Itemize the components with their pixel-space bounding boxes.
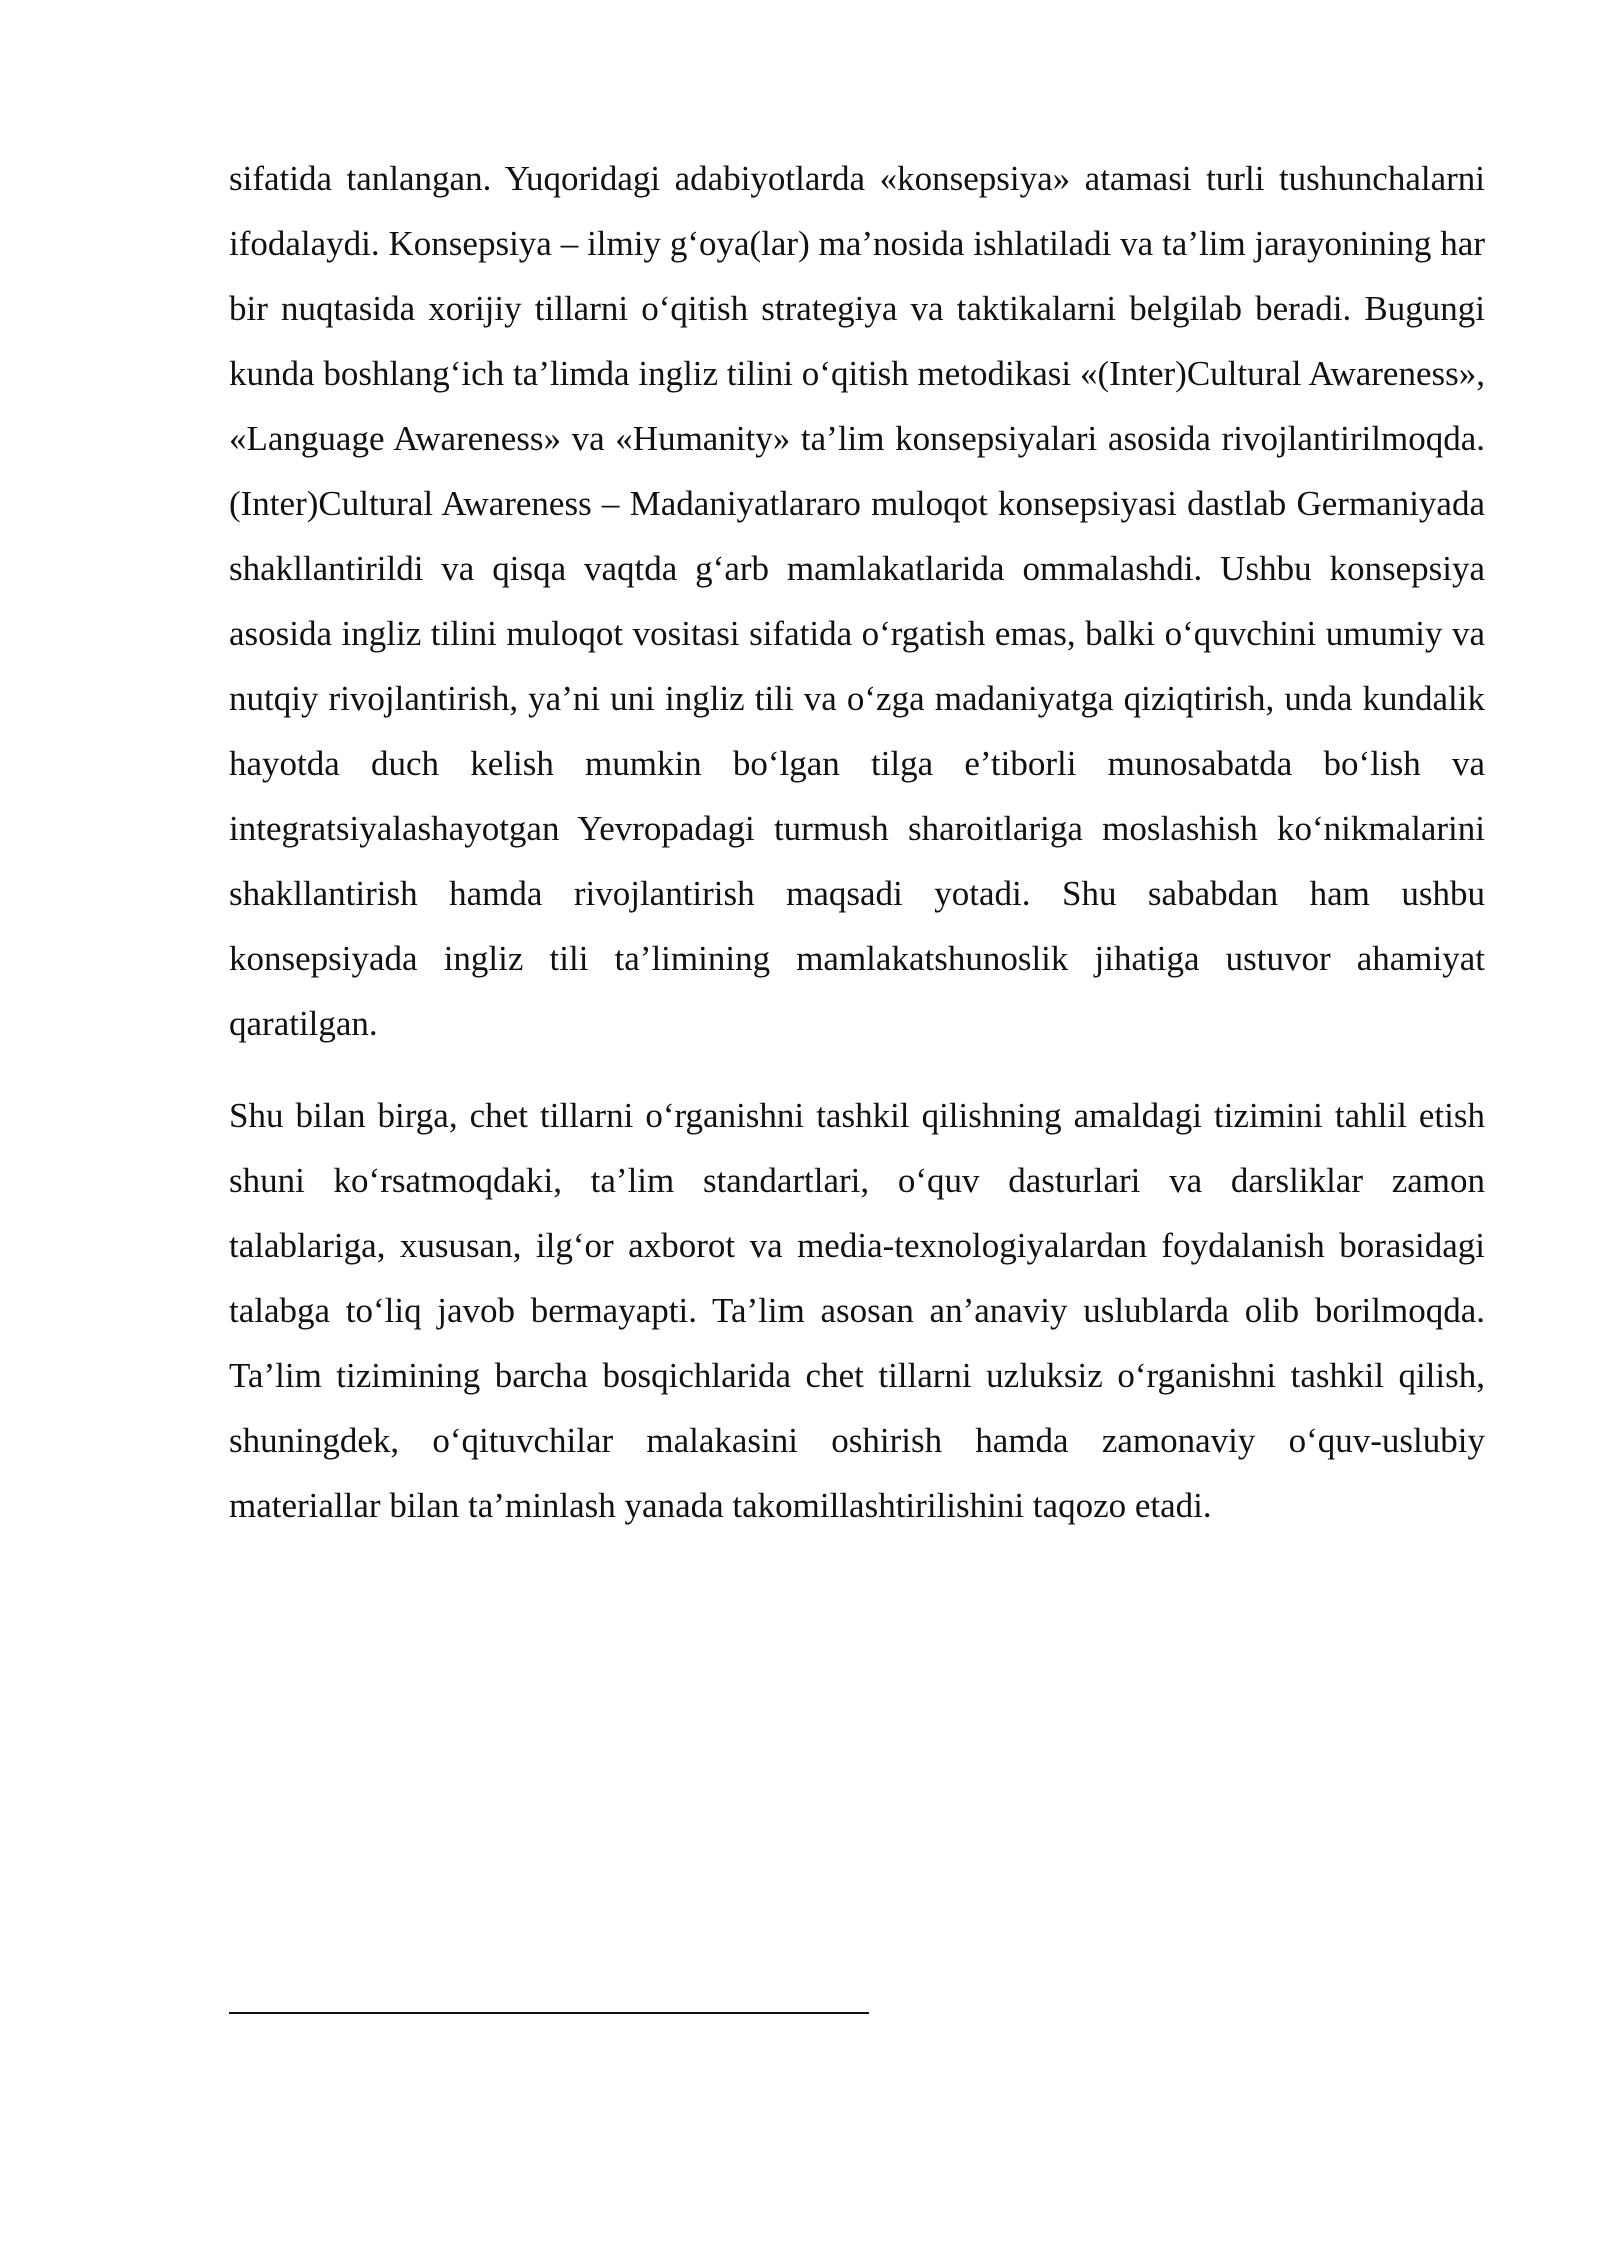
body-text (229, 146, 1485, 1538)
footnote-separator (229, 2012, 869, 2014)
paragraph-2: Shu bilan birga, chet tillarni o‘rganishni tashkil qilishning amaldagi tizimini tahlil etish shuni ko‘rsatmoqdaki, ta’lim standartlari, o‘quv dasturlari va darsliklar zamon talablariga, xususan, ilg‘or axborot va media-texnologiyalardan foydalanish borasidagi talabga to‘liq javob bermayapti. Ta’lim asosan an’anaviy uslublarda olib borilmoqda. Ta’lim tizimining barcha bosqichlarida chet tillarni uzluksiz o‘rganishni tashkil qilish, shuningdek, o‘qituvchilar malakasini oshirish hamda zamonaviy o‘quv-uslubiy materiallar bilan ta’minlash yanada takomillashtirilishini taqozo etadi. (229, 1096, 1485, 1525)
paragraph-1: sifatida tanlangan. Yuqoridagi adabiyotlarda «konsepsiya» atamasi turli tushunchalarni ifodalaydi. Konsepsiya – ilmiy g‘oya(lar) ma’nosida ishlatiladi va ta’lim jarayonining har bir nuqtasida xorijiy tillarni o‘qitish strategiya va taktikalarni belgilab beradi. Bugungi kunda boshlang‘ich ta’limda ingliz tilini o‘qitish metodikasi «(Inter)Cultural Awareness», «Language Awareness» va «Humanity» ta’lim konsepsiyalari asosida rivojlantirilmoqda. (Inter)Cultural Awareness – Madaniyatlararo muloqot konsepsiyasi dastlab Germaniyada shakllantirildi va qisqa vaqtda g‘arb mamlakatlarida ommalashdi. Ushbu konsepsiya asosida ingliz tilini muloqot vositasi sifatida o‘rgatish emas, balki o‘quvchini umumiy va nutqiy rivojlantirish, ya’ni uni ingliz tili va o‘zga madaniyatga qiziqtirish, unda kundalik hayotda duch kelish mumkin bo‘lgan tilga e’tiborli munosabatda bo‘lish va integratsiyalashayotgan Yevropadagi turmush sharoitlariga moslashish ko‘nikmalarini shakllantirish hamda rivojlantirish maqsadi yotadi. Shu sababdan ham ushbu konsepsiyada ingliz tili ta’limining mamlakatshunoslik jihatiga ustuvor ahamiyat qaratilgan. (229, 159, 1485, 1043)
